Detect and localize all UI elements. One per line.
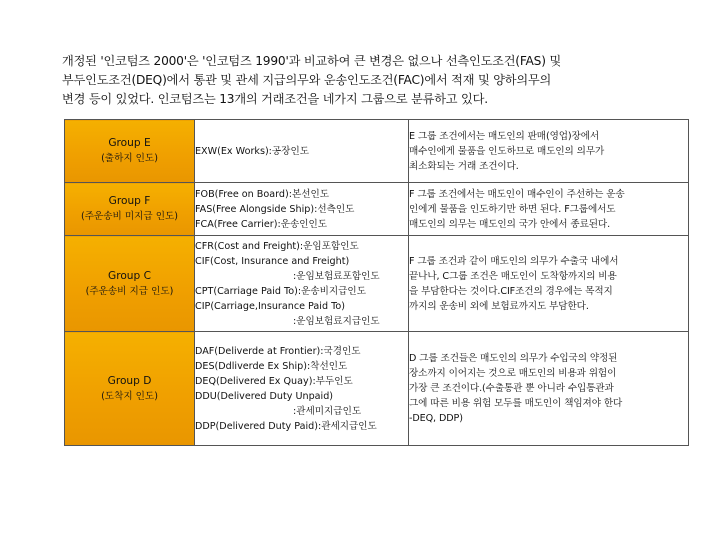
group-name: Group C	[107, 269, 152, 282]
group-name: Group E	[108, 137, 151, 149]
group-subtitle: (출하지 인도)	[101, 153, 158, 164]
term-line: FAS(Free Alongside Ship):선측인도	[195, 203, 355, 215]
term-line: DDU(Delivered Duty Unpaid)	[195, 390, 334, 402]
term-line: FOB(Free on Board):본선인도	[195, 188, 330, 200]
terms-cell	[195, 183, 409, 236]
description-line: E 그룹 조건에서는 매도인의 판매(영업)장에서	[409, 130, 600, 142]
description-cell	[409, 332, 689, 446]
description-line: 매도인의 의무는 매도인의 국가 안에서 종료된다.	[409, 218, 611, 230]
group-name: Group D	[107, 374, 152, 387]
description-line: 그에 따른 비용 위험 모두를 매도인이 책임져야 한다	[409, 398, 623, 409]
description-line: F 그룹 조건에서는 매도인이 매수인이 주선하는 운송	[409, 188, 625, 200]
description-line: 매수인에게 물품을 인도하므로 매도인의 의무가	[409, 145, 605, 157]
description-line: 까지의 운송비 외에 보험료까지도 부담한다.	[409, 300, 589, 312]
terms-cell	[195, 332, 409, 446]
description-line: 최소화되는 거래 조건이다.	[409, 160, 519, 172]
term-line: DEQ(Delivered Ex Quay):부두인도	[195, 375, 353, 387]
group-name: Group F	[108, 195, 151, 207]
description-line: 가장 큰 조건이다.(수출통관 뿐 아니라 수입통관과	[409, 383, 614, 394]
description-line: F 그룹 조건과 같이 매도인의 의무가 수출국 내에서	[409, 255, 619, 267]
description-line: D 그룹 조건들은 매도인의 의무가 수입국의 약정된	[409, 353, 618, 364]
table-row-group-d	[65, 332, 689, 446]
intro-line: 부두인도조건(DEQ)에서 통관 및 관세 지급의무와 운송인도조건(FAC)에서 적재 및 양하의무의	[62, 73, 552, 87]
description-line: 인에게 물품을 인도하기만 하면 된다. F그룹에서도	[409, 203, 616, 215]
term-line: DAF(Deliverde at Frontier):국경인도	[195, 345, 361, 357]
term-line: CIP(Carriage,Insurance Paid To)	[195, 300, 345, 312]
group-subtitle: (도착지 인도)	[101, 390, 158, 402]
terms-cell	[195, 120, 409, 183]
term-line: DDP(Delivered Duty Paid):관세지급인도	[195, 420, 377, 432]
description-line: 을 부담한다는 것이다.CIF조건의 경우에는 목적지	[409, 285, 613, 297]
description-line: 끝나나, C그룹 조건은 매도인이 도착항까지의 비용	[409, 270, 617, 282]
intro-line: 변경 등이 있었다. 인코텀즈는 13개의 거래조건을 네가지 그룹으로 분류하고 있다.	[62, 92, 488, 106]
description-line: 장소까지 이어지는 것으로 매도인의 비용과 위험이	[409, 368, 617, 379]
incoterms-table	[64, 119, 689, 446]
term-line: CFR(Cost and Freight):운임포함인도	[195, 240, 359, 252]
term-line: DES(Ddliverde Ex Ship):착선인도	[195, 360, 348, 372]
group-cell	[65, 183, 195, 236]
description-cell	[409, 236, 689, 332]
group-subtitle: (주운송비 지급 인도)	[85, 285, 174, 297]
group-cell	[65, 120, 195, 183]
terms-cell	[195, 236, 409, 332]
group-cell	[65, 236, 195, 332]
term-line: EXW(Ex Works):공장인도	[195, 145, 309, 157]
group-cell	[65, 332, 195, 446]
intro-paragraph	[62, 52, 682, 109]
group-subtitle: (주운송비 미지급 인도)	[81, 211, 178, 222]
term-line: :관세미지급인도	[293, 405, 362, 417]
intro-line: 개정된 '인코텀즈 2000'은 '인코텀즈 1990'과 비교하여 큰 변경은 없으나 선측인도조건(FAS) 및	[62, 54, 562, 68]
table-row-group-f	[65, 183, 689, 236]
term-line: :운임보험료포함인도	[293, 270, 380, 282]
term-line: CPT(Carriage Paid To):운송비지급인도	[195, 285, 366, 297]
table-row-group-c	[65, 236, 689, 332]
term-line: CIF(Cost, Insurance and Freight)	[195, 255, 350, 267]
table-row-group-e	[65, 120, 689, 183]
description-cell	[409, 120, 689, 183]
description-cell	[409, 183, 689, 236]
description-line: -DEQ, DDP)	[409, 413, 463, 424]
term-line: :운임보험료지급인도	[293, 315, 380, 327]
term-line: FCA(Free Carrier):운송인인도	[195, 218, 328, 230]
